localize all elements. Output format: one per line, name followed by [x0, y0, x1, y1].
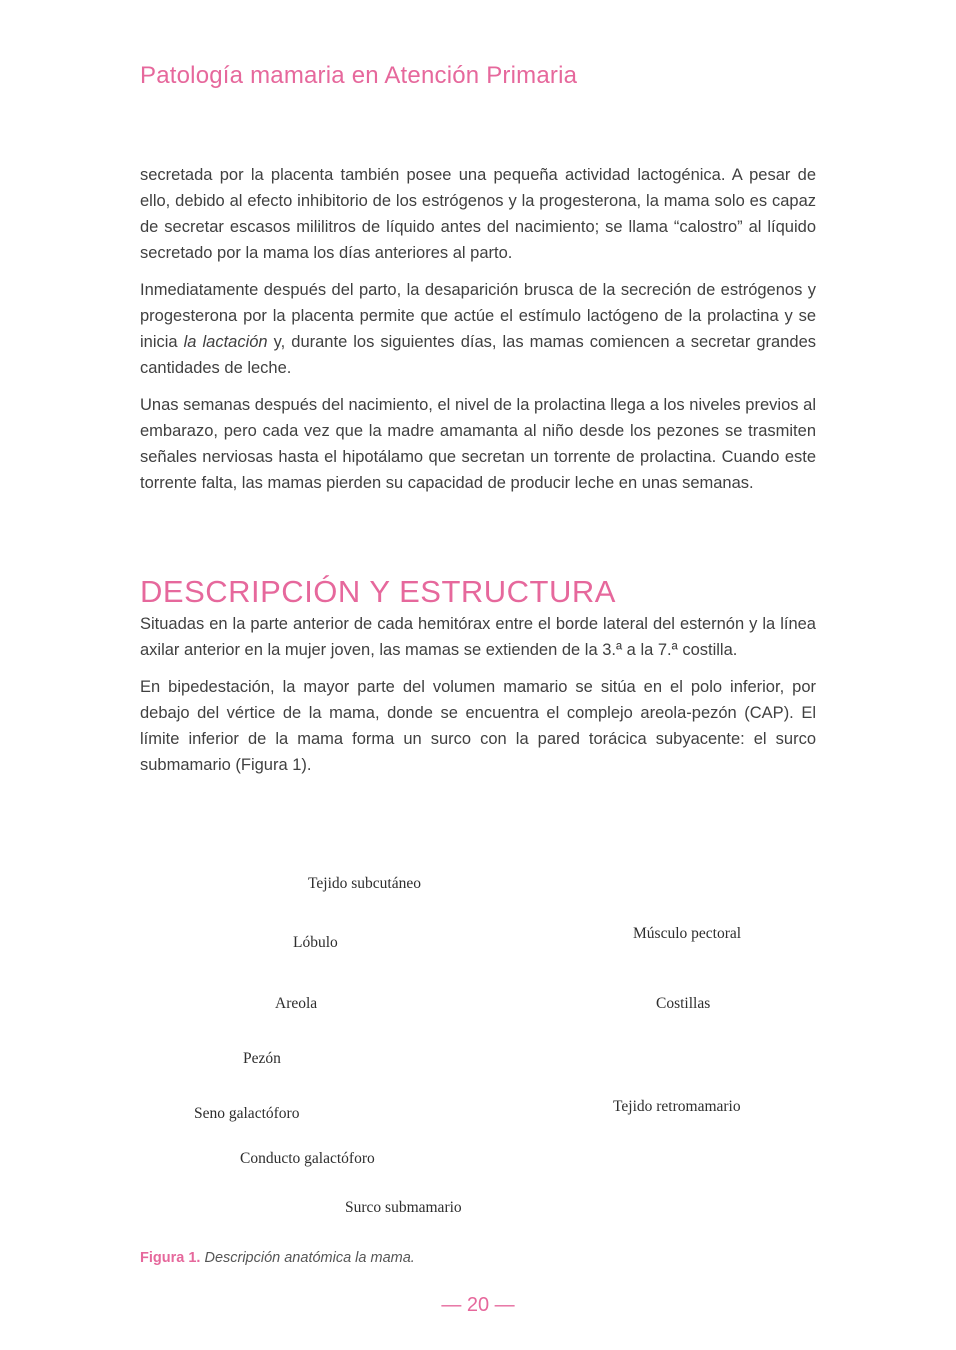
running-header: Patología mamaria en Atención Primaria — [140, 62, 578, 89]
label-conducto-galactoforo: Conducto galactóforo — [240, 1150, 375, 1167]
paragraph — [140, 277, 816, 381]
label-musculo-pectoral: Músculo pectoral — [633, 925, 742, 942]
caption-text: Descripción anatómica la mama. — [204, 1250, 415, 1266]
paragraph: Unas semanas después del nacimiento, el nivel de la prolactina llega a los niveles previos al embarazo, pero cada vez que la madre amamanta al niño desde los pezones se trasmiten señales nerviosas hasta el hipotálamo que secretan un torrente de prolactina. Cuando este torrente falta, las mamas pierden su capacidad de producir leche en unas semanas. — [140, 396, 816, 492]
page-number: — 20 — — [441, 1294, 515, 1316]
caption-label: Figura 1. — [140, 1250, 201, 1266]
paragraph: En bipedestación, la mayor parte del volumen mamario se sitúa en el polo inferior, por debajo del vértice de la mama, donde se encuentra el complejo areola-pezón (CAP). El límite inferior de la mama forma un surco con la pared torácica subyacente: el surco submamario (Figura 1). — [140, 678, 816, 774]
label-areola: Areola — [275, 995, 318, 1012]
label-tejido-subcutaneo: Tejido subcutáneo — [308, 875, 421, 892]
label-pezon: Pezón — [243, 1050, 281, 1067]
paragraph: secretada por la placenta también posee una pequeña actividad lactogénica. A pesar de ello, debido al efecto inhibitorio de los estrógenos y la progesterona, la mama solo es capaz de secretar escasos mililitros de líquido antes del nacimiento; se llama “calostro” al líquido secretado por la mama los días anteriores al parto. — [140, 166, 816, 262]
label-surco-submamario: Surco submamario — [345, 1199, 462, 1216]
paragraph: Situadas en la parte anterior de cada hemitórax entre el borde lateral del esternón y la línea axilar anterior en la mujer joven, las mamas se extienden de la 3.ª a la 7.ª costilla. — [140, 615, 816, 659]
label-tejido-retromamario: Tejido retromamario — [613, 1098, 741, 1115]
label-lobulo: Lóbulo — [293, 934, 338, 951]
section-title: DESCRIPCIÓN Y ESTRUCTURA — [140, 573, 616, 609]
figure-caption — [140, 1250, 415, 1266]
paragraph-text: Inmediatamente después del parto, la desaparición brusca de la secreción de estrógenos y progesterona por la placenta permite que actúe el estímulo lactógeno de la prolactina y se inicia — [140, 281, 816, 351]
italic-term: la lactación — [183, 333, 268, 351]
paragraph-text: y, durante los siguientes días, las mamas comiencen a secretar grandes cantidades de leche. — [140, 333, 816, 377]
label-seno-galactoforo: Seno galactóforo — [194, 1105, 300, 1122]
section-text — [140, 611, 816, 789]
intro-text — [140, 162, 816, 507]
label-costillas: Costillas — [656, 995, 711, 1012]
